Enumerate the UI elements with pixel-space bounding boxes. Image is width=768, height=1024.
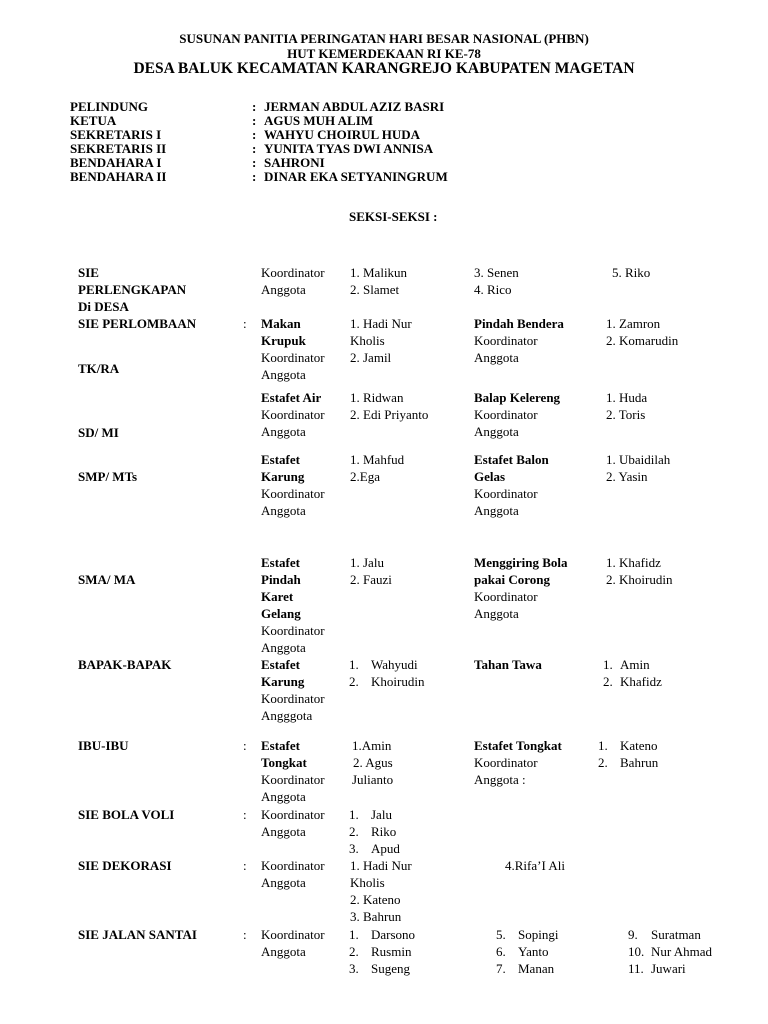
member-name: Kateno <box>620 738 658 753</box>
member-name: Apud <box>371 841 400 856</box>
role-label: Koordinator <box>261 772 325 787</box>
game-title: Karung <box>261 469 305 484</box>
role-label: Anggota <box>261 944 306 959</box>
role-label: Koordinator <box>261 927 325 942</box>
officer-separator: : <box>252 113 257 128</box>
member-name: Riko <box>371 824 397 839</box>
member-name: 2. Jamil <box>350 350 392 365</box>
officer-separator: : <box>252 169 257 184</box>
member-name: 2.Ega <box>350 469 380 484</box>
member-name: Rusmin <box>371 944 412 959</box>
member-name: Bahrun <box>620 755 659 770</box>
member-name: 1. Ridwan <box>350 390 404 405</box>
member-name: Kholis <box>350 875 385 890</box>
role-label: Koordinator <box>261 486 325 501</box>
role-label: Anggota <box>261 824 306 839</box>
member-name: 1. Khafidz <box>606 555 661 570</box>
member-number: 3. <box>349 841 359 856</box>
level-label-tk-ra: TK/RA <box>78 361 120 376</box>
member-name: 3. Bahrun <box>350 909 402 924</box>
role-label: Koordinator <box>474 333 538 348</box>
member-name: Juwari <box>651 961 686 976</box>
member-name: 2. Toris <box>606 407 646 422</box>
role-label: Koordinator <box>474 486 538 501</box>
officer-name: AGUS MUH ALIM <box>264 113 374 128</box>
role-label: Anggota <box>261 875 306 890</box>
level-label-smp-mts: SMP/ MTs <box>78 469 138 484</box>
game-title: Estafet Air <box>261 390 322 405</box>
level-label-ibu: IBU-IBU <box>78 738 129 753</box>
officer-role: PELINDUNG <box>70 99 149 114</box>
member-number: 2. <box>598 755 608 770</box>
game-title: Pindah Bendera <box>474 316 564 331</box>
game-title: Gelas <box>474 469 506 484</box>
officer-name: SAHRONI <box>264 155 325 170</box>
member-number: 2. <box>349 674 359 689</box>
role-label: Anggota <box>474 424 519 439</box>
game-title: Tongkat <box>261 755 307 770</box>
game-title: Krupuk <box>261 333 306 348</box>
level-label-bapak: BAPAK-BAPAK <box>78 657 172 672</box>
member-name: Sugeng <box>371 961 410 976</box>
game-title: Gelang <box>261 606 301 621</box>
member-name: 2. Yasin <box>606 469 648 484</box>
role-label: Koordinator <box>261 407 325 422</box>
role-label: Anggota <box>474 606 519 621</box>
officer-name: YUNITA TYAS DWI ANNISA <box>264 141 434 156</box>
officer-name: WAHYU CHOIRUL HUDA <box>264 127 421 142</box>
member-number: 1. <box>349 807 359 822</box>
game-title: Makan <box>261 316 301 331</box>
header-title-line-2: HUT KEMERDEKAAN RI KE-78 <box>287 46 481 61</box>
member-name: Wahyudi <box>371 657 418 672</box>
role-label: Angggota <box>261 708 313 723</box>
member-name: 2. Edi Priyanto <box>350 407 429 422</box>
section-separator: : <box>243 738 247 753</box>
member-name: 2. Komarudin <box>606 333 679 348</box>
member-number: 10. <box>628 944 645 959</box>
member-number: 7. <box>496 961 506 976</box>
role-label: Koordinator <box>261 807 325 822</box>
member-name: 1. Zamron <box>606 316 661 331</box>
member-name: 1. Mahfud <box>350 452 405 467</box>
game-title: Pindah <box>261 572 301 587</box>
member-name: 2. Slamet <box>350 282 400 297</box>
member-number: 1. <box>598 738 608 753</box>
member-name: Suratman <box>651 927 701 942</box>
member-number: 11. <box>628 961 644 976</box>
role-label: Anggota <box>261 789 306 804</box>
member-number: 1. <box>603 657 613 672</box>
game-title: Estafet <box>261 738 300 753</box>
game-title: Estafet Tongkat <box>474 738 562 753</box>
role-label: Koordinator <box>474 755 538 770</box>
member-name: Julianto <box>352 772 394 787</box>
game-title: Balap Kelereng <box>474 390 561 405</box>
member-name: Khoirudin <box>371 674 425 689</box>
officer-separator: : <box>252 99 257 114</box>
member-name: 2. Khoirudin <box>606 572 673 587</box>
role-label: Anggota <box>474 350 519 365</box>
role-label: Koordinator <box>474 589 538 604</box>
member-name: 4. Rico <box>474 282 512 297</box>
role-label: Anggota <box>261 367 306 382</box>
member-number: 2. <box>349 824 359 839</box>
game-title: Tahan Tawa <box>474 657 542 672</box>
role-label: Koordinator <box>474 407 538 422</box>
member-name: 1. Jalu <box>350 555 384 570</box>
member-name: Amin <box>620 657 650 672</box>
section-name: SIE BOLA VOLI <box>78 807 175 822</box>
role-label: Koordinator <box>261 858 325 873</box>
role-label: Koordinator <box>261 623 325 638</box>
member-name: 1.Amin <box>352 738 392 753</box>
game-title: Estafet Balon <box>474 452 549 467</box>
game-title: Karet <box>261 589 294 604</box>
officer-separator: : <box>252 141 257 156</box>
sections-title: SEKSI-SEKSI : <box>349 209 438 224</box>
level-label-sd-mi: SD/ MI <box>78 425 119 440</box>
role-label: Koordinator <box>261 265 325 280</box>
officer-separator: : <box>252 127 257 142</box>
section-name: SIE PERLOMBAAN <box>78 316 197 331</box>
member-number: 1. <box>349 927 359 942</box>
officer-name: JERMAN ABDUL AZIZ BASRI <box>264 99 445 114</box>
member-number: 5. <box>496 927 506 942</box>
game-title: Menggiring Bola <box>474 555 568 570</box>
member-name: Kholis <box>350 333 385 348</box>
member-name: Yanto <box>518 944 549 959</box>
role-label: Anggota : <box>474 772 526 787</box>
member-name: 5. Riko <box>612 265 651 280</box>
officer-separator: : <box>252 155 257 170</box>
game-title: Estafet <box>261 452 300 467</box>
member-name: Darsono <box>371 927 416 942</box>
member-name: 1. Hadi Nur <box>350 316 412 331</box>
game-title: Karung <box>261 674 305 689</box>
section-separator: : <box>243 858 247 873</box>
member-number: 2. <box>349 944 359 959</box>
member-name: 1. Hadi Nur <box>350 858 412 873</box>
header-title-line-1: SUSUNAN PANITIA PERINGATAN HARI BESAR NASIONAL (PHBN) <box>179 31 589 46</box>
member-name: 2. Fauzi <box>350 572 392 587</box>
member-number: 3. <box>349 961 359 976</box>
role-label: Koordinator <box>261 691 325 706</box>
member-name: Sopingi <box>518 927 559 942</box>
member-name: Nur Ahmad <box>651 944 713 959</box>
member-name: 2. Kateno <box>350 892 401 907</box>
officer-role: KETUA <box>70 113 117 128</box>
section-name: SIE JALAN SANTAI <box>78 927 197 942</box>
role-label: Anggota <box>261 640 306 655</box>
role-label: Anggota <box>474 503 519 518</box>
role-label: Anggota <box>261 282 306 297</box>
member-number: 2. <box>603 674 613 689</box>
officer-role: SEKRETARIS II <box>70 141 167 156</box>
header-title-line-3: DESA BALUK KECAMATAN KARANGREJO KABUPATEN MAGETAN <box>133 60 635 77</box>
officer-role: BENDAHARA I <box>70 155 162 170</box>
member-number: 1. <box>349 657 359 672</box>
game-title: Estafet <box>261 555 300 570</box>
officer-role: BENDAHARA II <box>70 169 167 184</box>
member-name: Jalu <box>371 807 392 822</box>
section-name: SIE <box>78 265 99 280</box>
level-label-sma-ma: SMA/ MA <box>78 572 136 587</box>
section-name: PERLENGKAPAN <box>78 282 187 297</box>
role-label: Anggota <box>261 424 306 439</box>
role-label: Koordinator <box>261 350 325 365</box>
member-number: 9. <box>628 927 638 942</box>
section-separator: : <box>243 927 247 942</box>
member-name: 1. Ubaidilah <box>606 452 671 467</box>
member-name: 2. Agus <box>353 755 393 770</box>
member-name: 1. Huda <box>606 390 648 405</box>
member-name: 4.Rifa’I Ali <box>505 858 565 873</box>
section-separator: : <box>243 807 247 822</box>
member-name: 3. Senen <box>474 265 519 280</box>
member-number: 6. <box>496 944 506 959</box>
officer-role: SEKRETARIS I <box>70 127 162 142</box>
member-name: Manan <box>518 961 555 976</box>
section-name: SIE DEKORASI <box>78 858 172 873</box>
game-title: Estafet <box>261 657 300 672</box>
game-title: pakai Corong <box>474 572 550 587</box>
member-name: 1. Malikun <box>350 265 408 280</box>
role-label: Anggota <box>261 503 306 518</box>
officer-name: DINAR EKA SETYANINGRUM <box>264 169 448 184</box>
member-name: Khafidz <box>620 674 662 689</box>
section-name: Di DESA <box>78 299 129 314</box>
section-separator: : <box>243 316 247 331</box>
